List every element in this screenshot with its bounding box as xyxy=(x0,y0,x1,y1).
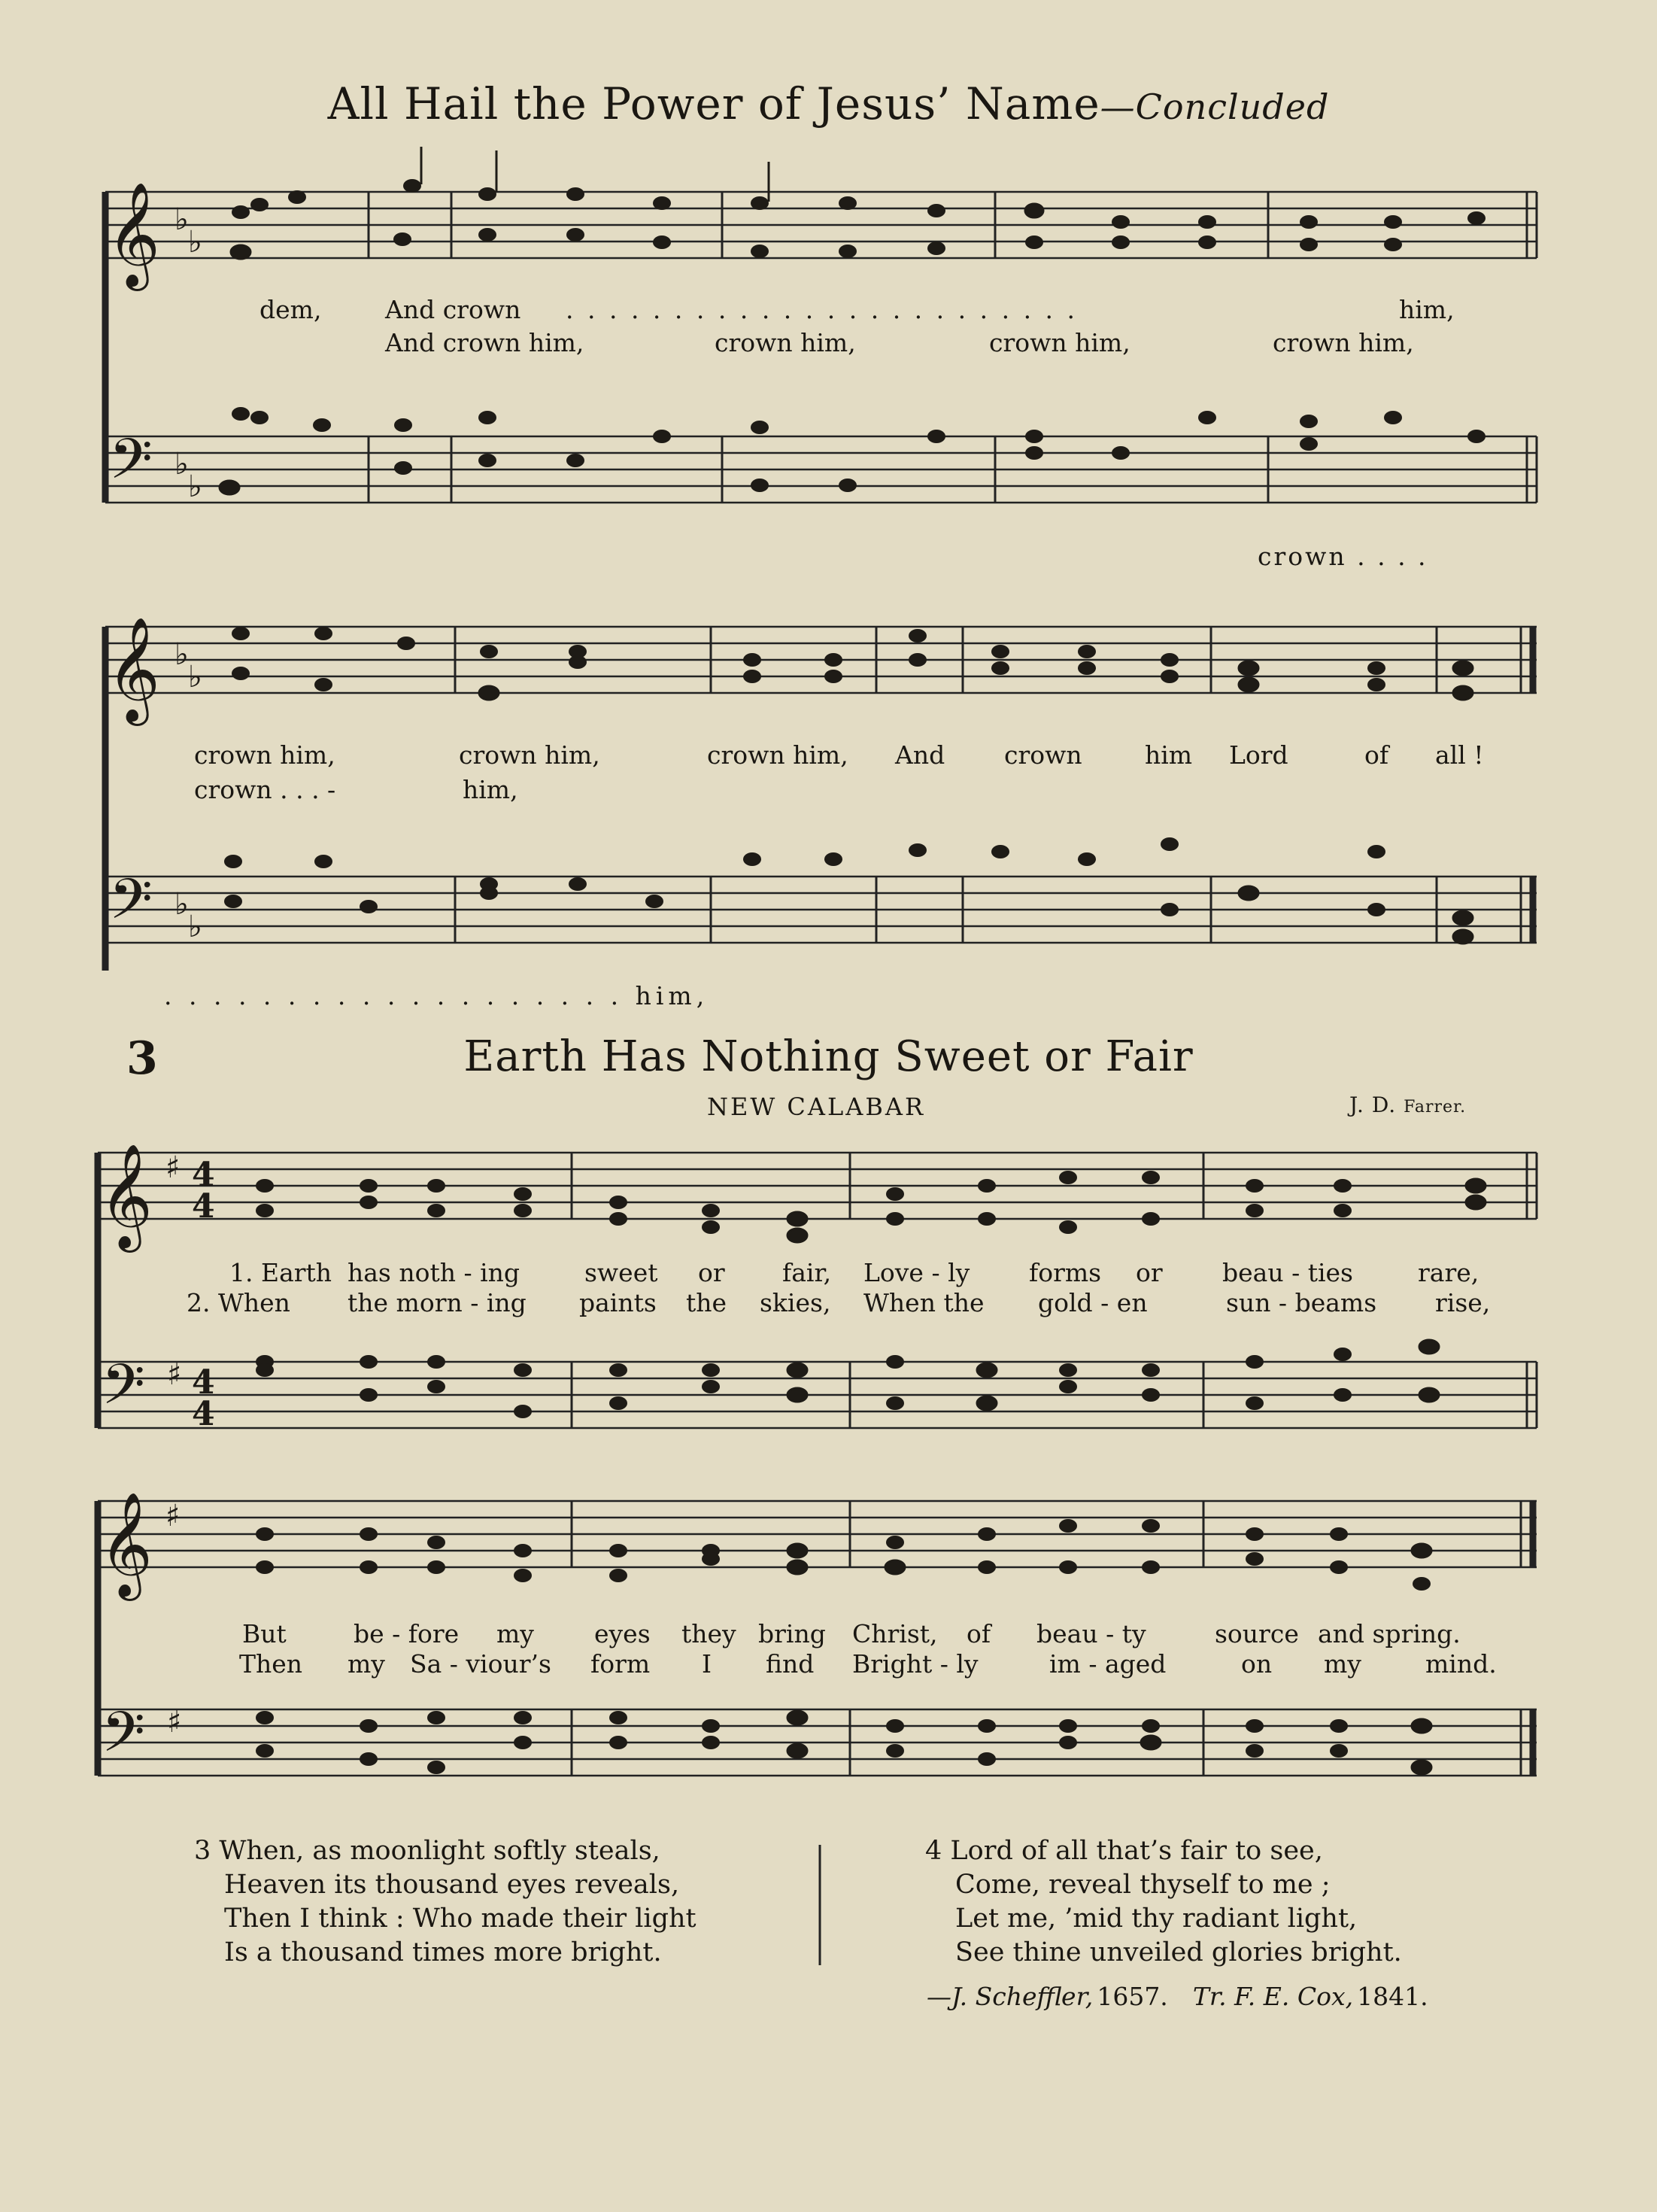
h1s1-l2-b: crown him, xyxy=(715,328,856,357)
h2s1-v1-4: fair, xyxy=(782,1258,832,1287)
hymn2-system2-treble-notes xyxy=(256,1519,1431,1591)
svg-text:♭: ♭ xyxy=(188,469,202,504)
stanza3-line2: Heaven its thousand eyes reveals, xyxy=(224,1870,680,1900)
h2s2-v1-1: be - fore xyxy=(354,1619,460,1648)
svg-text:𝄞: 𝄞 xyxy=(107,182,160,287)
stanza3-line4: Is a thousand times more bright. xyxy=(224,1937,662,1967)
h1s2-bass-lyric: . . . . . . . . . . . . . . . . . . . him, xyxy=(164,981,709,1010)
attribution-author: —J. Scheffler, xyxy=(927,1982,1094,2011)
h1s2-l1-and: And xyxy=(895,740,945,770)
svg-text:♯: ♯ xyxy=(167,1357,182,1392)
h2s2-v1-9: source xyxy=(1215,1619,1299,1648)
stanza-4 xyxy=(925,1836,1402,1971)
h1s2-l1-all: all ! xyxy=(1435,740,1484,770)
h2s1-v2-6: gold - en xyxy=(1038,1288,1148,1317)
h2s1-v1-6: forms xyxy=(1029,1258,1102,1287)
h1s2-l1-lord: Lord xyxy=(1229,740,1288,770)
h2s2-v2-8: on xyxy=(1241,1649,1273,1679)
h2s1-v1-1: has noth - ing xyxy=(347,1258,520,1287)
h2s2-v2-1: my xyxy=(347,1649,385,1679)
h1s1-bass-lyric: crown . . . . xyxy=(1258,542,1428,571)
h1s1-l2-d: crown him, xyxy=(1273,328,1414,357)
stanza4-line1: 4 Lord of all that’s fair to see, xyxy=(925,1836,1323,1866)
hymn2-system2-treble-staff xyxy=(98,1492,1537,1601)
h2s1-v1-2: sweet xyxy=(584,1258,658,1287)
svg-text:♯: ♯ xyxy=(165,1150,181,1185)
attribution-year2: 1841. xyxy=(1357,1982,1428,2011)
h2s1-v2-1: the morn - ing xyxy=(347,1288,527,1317)
stanza3-line1: 3 When, as moonlight softly steals, xyxy=(194,1836,660,1866)
h2s1-v2-8: rise, xyxy=(1435,1288,1491,1317)
hymn1-subtitle: —Concluded xyxy=(1100,87,1330,127)
h2s2-v2-10: mind. xyxy=(1425,1649,1497,1679)
h2s1-v1-5: Love - ly xyxy=(863,1258,970,1287)
h2s1-v1-3: or xyxy=(698,1258,725,1287)
h1s1-l2-a: And crown him, xyxy=(385,328,584,357)
hymn1-system2-treble-notes xyxy=(232,627,1473,700)
h1s2-l2-a: crown . . . - xyxy=(194,775,336,804)
h2s1-v2-5: When the xyxy=(863,1288,985,1317)
h1s1-l1-and-crown: And crown xyxy=(385,295,521,324)
h2s1-v1-0: 1. Earth xyxy=(229,1258,332,1287)
h1s2-l1-crown: crown xyxy=(1004,740,1082,770)
h1s2-l1-a: crown him, xyxy=(194,740,335,770)
h2s1-v1-9: rare, xyxy=(1418,1258,1479,1287)
h2s2-v2-7: im - aged xyxy=(1049,1649,1167,1679)
svg-text:4: 4 xyxy=(192,1395,215,1433)
h2s2-v2-0: Then xyxy=(239,1649,303,1679)
h2s2-v2-4: I xyxy=(702,1649,712,1679)
h2s2-v1-0: But xyxy=(242,1619,287,1648)
attribution xyxy=(927,1982,1428,2011)
h2s1-v1-8: beau - ties xyxy=(1222,1258,1353,1287)
svg-text:♯: ♯ xyxy=(167,1705,182,1740)
attribution-translator: Tr. F. E. Cox, xyxy=(1192,1982,1354,2011)
h1s1-l1-dots: . . . . . . . . . . . . . . . . . . . . . . . . xyxy=(566,295,1079,324)
h1s2-l1-c: crown him, xyxy=(707,740,848,770)
svg-text:4: 4 xyxy=(192,1363,215,1402)
h2s2-v1-5: bring xyxy=(758,1619,826,1648)
composer-initials: J. D. xyxy=(1349,1092,1397,1117)
stanza-3 xyxy=(194,1836,696,1971)
h2s1-v2-2: paints xyxy=(579,1288,657,1317)
svg-text:𝄞: 𝄞 xyxy=(99,1492,153,1597)
svg-text:𝄢: 𝄢 xyxy=(102,1700,145,1779)
svg-text:♭: ♭ xyxy=(175,637,189,672)
hymn2-system1-treble-staff xyxy=(98,1144,1537,1253)
tune-name: NEW CALABAR xyxy=(707,1092,926,1121)
stanza4-line3: Let me, ’mid thy radiant light, xyxy=(955,1904,1358,1934)
h1s2-l1-of: of xyxy=(1364,740,1389,770)
h2s2-v2-6: Bright - ly xyxy=(852,1649,979,1679)
h2s1-v2-3: the xyxy=(686,1288,727,1317)
h2s2-v1-6: Christ, xyxy=(852,1619,938,1648)
svg-text:𝄢: 𝄢 xyxy=(102,1352,145,1431)
hymn2-system1-treble-notes xyxy=(256,1171,1486,1242)
h2s2-v2-9: my xyxy=(1324,1649,1361,1679)
h2s2-v2-5: find xyxy=(766,1649,815,1679)
svg-text:𝄞: 𝄞 xyxy=(99,1144,153,1248)
svg-text:♭: ♭ xyxy=(188,910,202,944)
composer-surname: Farrer. xyxy=(1404,1098,1467,1117)
hymn1-system1-bass-notes xyxy=(220,407,1486,494)
h2s1-v2-4: skies, xyxy=(760,1288,831,1317)
hymn1-system1-treble-staff xyxy=(105,182,1537,291)
h1s2-l2-b: him, xyxy=(463,775,518,804)
svg-text:♭: ♭ xyxy=(175,202,189,237)
h1s1-l2-c: crown him, xyxy=(989,328,1130,357)
h2s2-v2-2: Sa - viour’s xyxy=(410,1649,551,1679)
h2s2-v1-8: beau - ty xyxy=(1036,1619,1146,1648)
hymn-number: 3 xyxy=(126,1032,158,1085)
svg-text:♭: ♭ xyxy=(175,887,189,922)
svg-text:𝄢: 𝄢 xyxy=(109,867,153,946)
h2s2-v1-7: of xyxy=(967,1619,991,1648)
attribution-year1: 1657. xyxy=(1097,1982,1168,2011)
hymn2-title: Earth Has Nothing Sweet or Fair xyxy=(463,1032,1194,1081)
h2s2-v1-4: they xyxy=(681,1619,736,1648)
svg-text:♭: ♭ xyxy=(188,225,202,260)
svg-text:4: 4 xyxy=(192,1187,215,1226)
h1s1-l1-him: him, xyxy=(1399,295,1455,324)
svg-text:♭: ♭ xyxy=(188,660,202,694)
h2s2-v1-10: and spring. xyxy=(1318,1619,1461,1648)
h2s1-v2-7: sun - beams xyxy=(1226,1288,1377,1317)
hymn1-title-text: All Hail the Power of Jesus’ Name xyxy=(327,78,1100,129)
h2s1-v2-0: 2. When xyxy=(187,1288,290,1317)
stanza4-line2: Come, reveal thyself to me ; xyxy=(955,1870,1331,1900)
h1s1-l1-dem: dem, xyxy=(259,295,322,324)
h1s2-l1-him: him xyxy=(1145,740,1193,770)
svg-text:♯: ♯ xyxy=(165,1499,181,1533)
h1s2-l1-b: crown him, xyxy=(459,740,600,770)
h2s2-v1-3: eyes xyxy=(594,1619,651,1648)
svg-text:𝄢: 𝄢 xyxy=(109,427,153,506)
svg-text:𝄞: 𝄞 xyxy=(107,617,160,722)
stanza3-line3: Then I think : Who made their light xyxy=(224,1904,696,1934)
hymn1-system2-bass-notes xyxy=(224,837,1473,943)
svg-text:♭: ♭ xyxy=(175,447,189,482)
stanza4-line4: See thine unveiled glories bright. xyxy=(955,1937,1402,1967)
h2s1-v1-7: or xyxy=(1136,1258,1163,1287)
svg-text:4: 4 xyxy=(192,1156,215,1194)
h2s2-v1-2: my xyxy=(496,1619,534,1648)
h2s2-v2-3: form xyxy=(590,1649,651,1679)
